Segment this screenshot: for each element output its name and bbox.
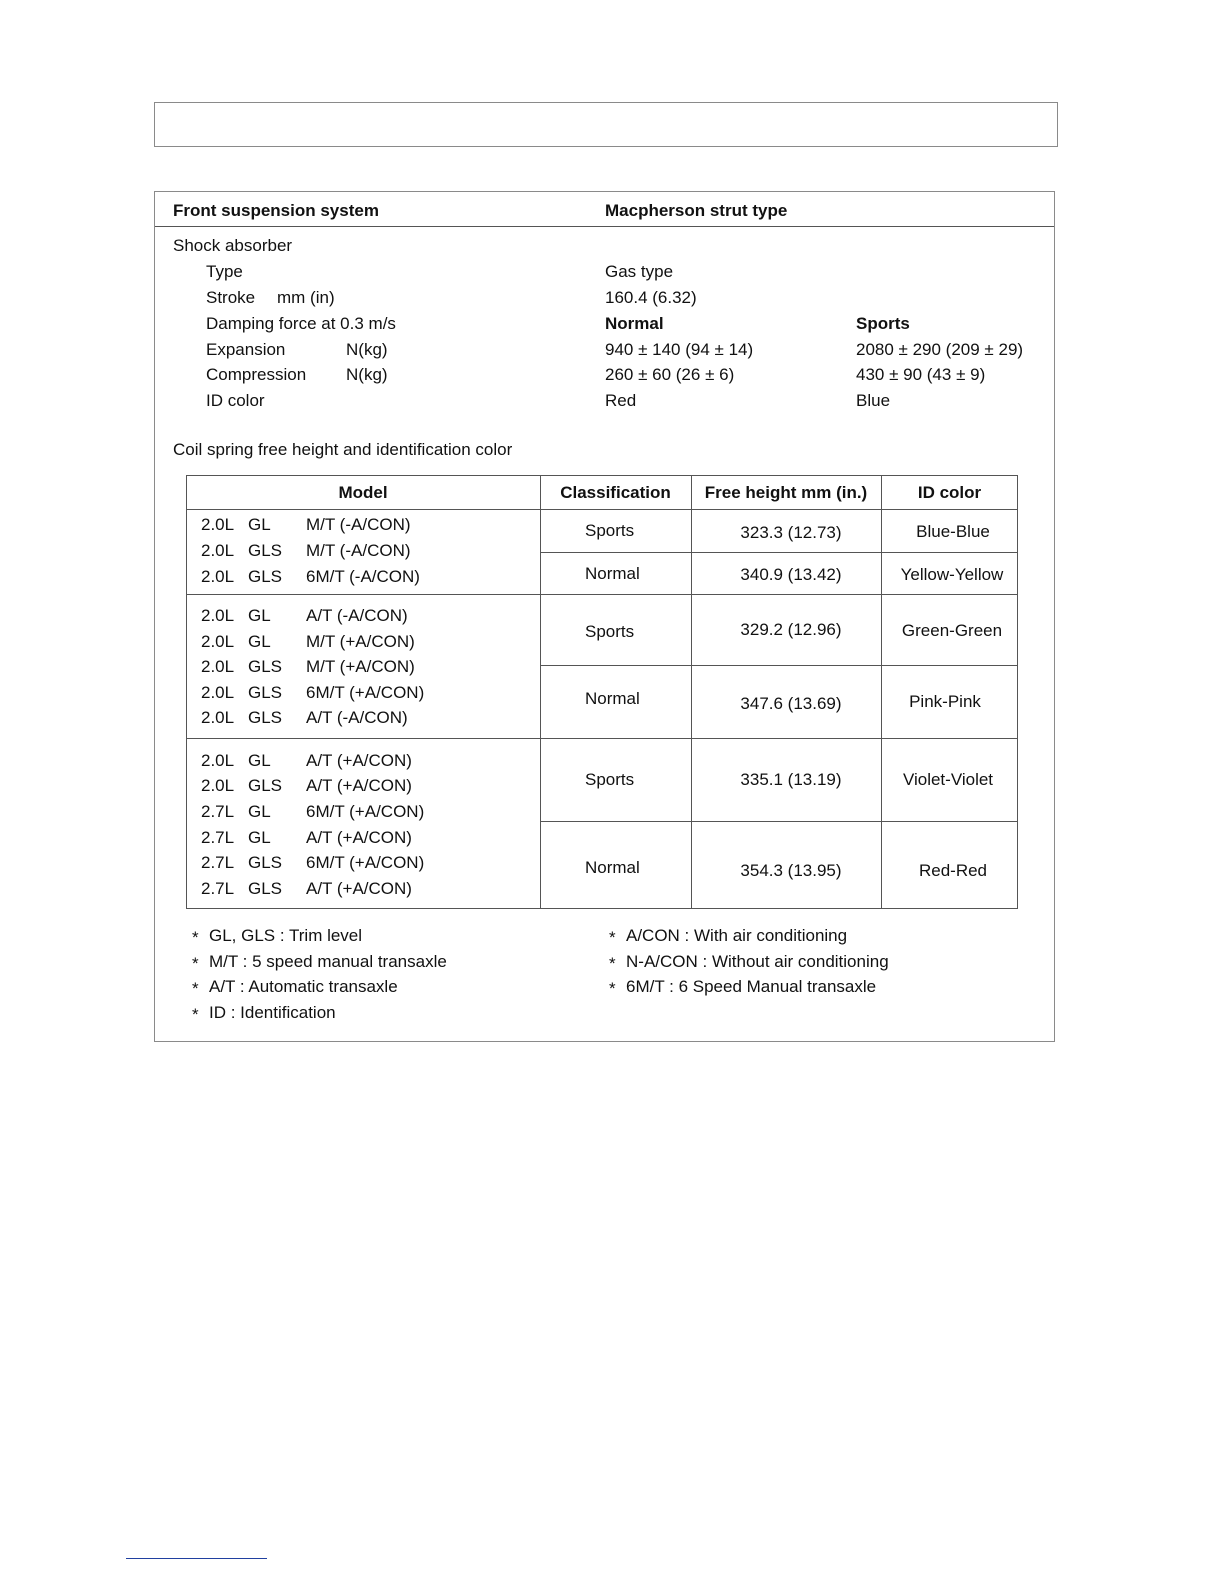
model-transaxle: A/T (+A/CON) <box>306 751 412 770</box>
free-height-cell: 347.6 (13.69) <box>740 694 842 713</box>
model-trim: GLS <box>248 708 283 727</box>
expansion-label: Expansion <box>206 340 286 359</box>
model-trim: GLS <box>248 776 283 795</box>
footnote-rule <box>126 1558 267 1559</box>
compression-sports: 430 ± 90 (43 ± 9) <box>856 365 986 384</box>
model-trim: GLS <box>248 567 283 586</box>
col-normal: Normal <box>605 314 664 333</box>
table-col-divider <box>540 475 541 909</box>
model-engine: 2.0L <box>201 751 235 770</box>
model-trim: GLS <box>248 879 283 898</box>
model-engine: 2.0L <box>201 776 235 795</box>
header-model: Model <box>338 483 388 502</box>
model-engine: 2.0L <box>201 515 235 534</box>
note-bullet: * <box>192 1005 199 1024</box>
classification-cell: Sports <box>585 622 635 641</box>
model-transaxle: M/T (+A/CON) <box>306 632 415 651</box>
model-engine: 2.7L <box>201 853 235 872</box>
free-height-cell: 354.3 (13.95) <box>740 861 842 880</box>
model-transaxle: M/T (-A/CON) <box>306 541 411 560</box>
damping-label: Damping force at 0.3 m/s <box>206 314 396 333</box>
note-bullet: * <box>609 928 616 947</box>
compression-unit: N(kg) <box>346 365 388 384</box>
id-color-cell: Green-Green <box>901 621 1003 640</box>
model-engine: 2.0L <box>201 657 235 676</box>
table-row-divider <box>540 552 1018 553</box>
model-transaxle: A/T (+A/CON) <box>306 879 412 898</box>
id-color-normal: Red <box>605 391 637 410</box>
model-transaxle: M/T (+A/CON) <box>306 657 415 676</box>
model-transaxle: A/T (+A/CON) <box>306 776 412 795</box>
id-color-sports: Blue <box>856 391 891 410</box>
note-text: GL, GLS : Trim level <box>209 926 363 945</box>
model-trim: GL <box>248 802 271 821</box>
note-text: M/T : 5 speed manual transaxle <box>209 952 447 971</box>
id-color-cell: Yellow-Yellow <box>900 565 1004 584</box>
table-row-divider <box>540 821 1018 822</box>
model-transaxle: 6M/T (+A/CON) <box>306 853 425 872</box>
model-trim: GL <box>248 606 271 625</box>
type-label: Type <box>206 262 243 281</box>
id-color-cell: Pink-Pink <box>909 692 981 711</box>
model-engine: 2.0L <box>201 606 235 625</box>
model-engine: 2.0L <box>201 567 235 586</box>
table-row-divider <box>540 665 1018 666</box>
note-bullet: * <box>192 979 199 998</box>
col-sports: Sports <box>856 314 910 333</box>
classification-cell: Normal <box>585 858 640 877</box>
classification-cell: Normal <box>585 689 640 708</box>
note-text: A/T : Automatic transaxle <box>209 977 398 996</box>
model-engine: 2.7L <box>201 828 235 847</box>
shock-absorber-title: Shock absorber <box>173 236 293 255</box>
model-transaxle: A/T (-A/CON) <box>306 708 408 727</box>
header-free-height: Free height mm (in.) <box>704 483 868 502</box>
note-text: ID : Identification <box>209 1003 336 1022</box>
free-height-cell: 335.1 (13.19) <box>740 770 842 789</box>
model-transaxle: A/T (-A/CON) <box>306 606 408 625</box>
note-bullet: * <box>609 954 616 973</box>
expansion-normal: 940 ± 140 (94 ± 14) <box>605 340 754 359</box>
free-height-cell: 323.3 (12.73) <box>740 523 842 542</box>
classification-cell: Sports <box>585 521 635 540</box>
stroke-value: 160.4 (6.32) <box>605 288 697 307</box>
model-transaxle: 6M/T (+A/CON) <box>306 802 425 821</box>
system-label: Front suspension system <box>173 201 379 220</box>
model-trim: GLS <box>248 683 283 702</box>
model-engine: 2.7L <box>201 879 235 898</box>
model-transaxle: 6M/T (-A/CON) <box>306 567 420 586</box>
empty-header-box <box>154 102 1058 147</box>
model-engine: 2.0L <box>201 683 235 702</box>
table-header-divider <box>186 509 1018 510</box>
model-engine: 2.0L <box>201 541 235 560</box>
model-trim: GL <box>248 632 271 651</box>
model-trim: GLS <box>248 853 283 872</box>
model-engine: 2.0L <box>201 708 235 727</box>
stroke-label: Stroke <box>206 288 256 307</box>
note-text: A/CON : With air conditioning <box>626 926 848 945</box>
table-group-divider <box>186 594 1018 595</box>
model-trim: GL <box>248 751 271 770</box>
note-text: 6M/T : 6 Speed Manual transaxle <box>626 977 877 996</box>
model-transaxle: A/T (+A/CON) <box>306 828 412 847</box>
compression-label: Compression <box>206 365 307 384</box>
compression-normal: 260 ± 60 (26 ± 6) <box>605 365 735 384</box>
id-color-cell: Blue-Blue <box>916 522 990 541</box>
classification-cell: Normal <box>585 564 640 583</box>
id-color-cell: Violet-Violet <box>902 770 994 789</box>
header-id-color: ID color <box>917 483 982 502</box>
model-engine: 2.0L <box>201 632 235 651</box>
model-transaxle: M/T (-A/CON) <box>306 515 411 534</box>
free-height-cell: 329.2 (12.96) <box>740 620 842 639</box>
id-color-label: ID color <box>206 391 265 410</box>
expansion-sports: 2080 ± 290 (209 ± 29) <box>856 340 1024 359</box>
model-trim: GLS <box>248 541 283 560</box>
expansion-unit: N(kg) <box>346 340 388 359</box>
coil-spring-title: Coil spring free height and identification color <box>173 440 513 459</box>
id-color-cell: Red-Red <box>918 861 988 880</box>
model-trim: GL <box>248 828 271 847</box>
note-text: N-A/CON : Without air conditioning <box>626 952 889 971</box>
stroke-unit: mm (in) <box>277 288 335 307</box>
model-trim: GL <box>248 515 271 534</box>
header-classification: Classification <box>560 483 671 502</box>
note-bullet: * <box>192 928 199 947</box>
model-transaxle: 6M/T (+A/CON) <box>306 683 425 702</box>
model-trim: GLS <box>248 657 283 676</box>
table-group-divider <box>186 738 1018 739</box>
free-height-cell: 340.9 (13.42) <box>740 565 842 584</box>
system-value: Macpherson strut type <box>605 201 788 220</box>
type-value: Gas type <box>605 262 674 281</box>
note-bullet: * <box>192 954 199 973</box>
model-engine: 2.7L <box>201 802 235 821</box>
note-bullet: * <box>609 979 616 998</box>
classification-cell: Sports <box>585 770 635 789</box>
